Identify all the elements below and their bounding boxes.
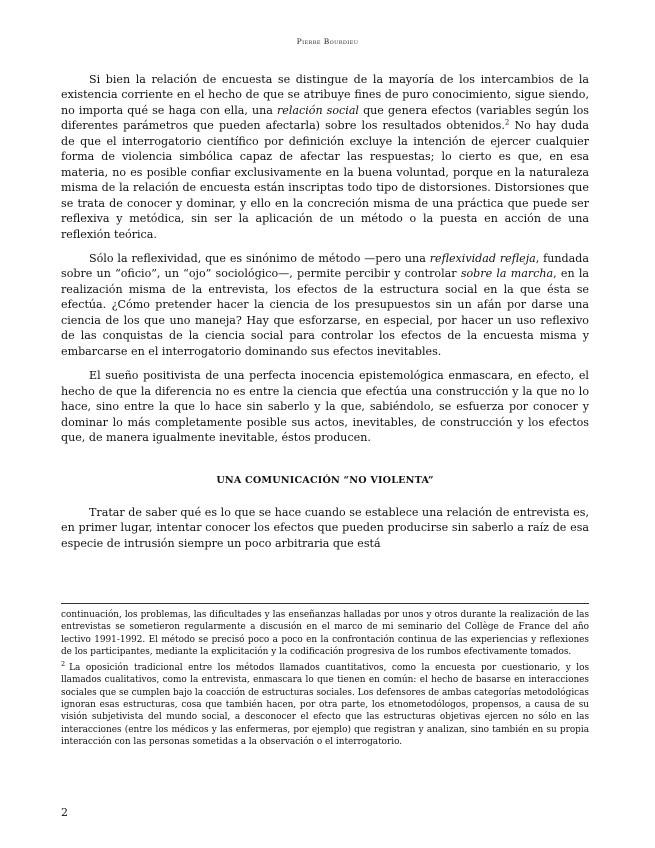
main-text (61, 72, 589, 560)
p2-text-c: , en la realización misma de la entrevista, los efectos de la estructura social en la que ésta se efectúa. ¿Cómo pretender hacer la ciencia de los presupuestos sin un afán por darse una ciencia de los que uno maneja? Hay que esforzarse, en especial, por hacer un uso reflexivo de las conquistas de la ciencia social para controlar los efectos de la encuesta misma y embarcarse en el interrogatorio dominando sus efectos inevitables. (61, 267, 590, 358)
p2-emphasis-1: reflexividad refleja (429, 251, 536, 265)
p1-emphasis: relación social (276, 103, 359, 117)
running-header: Pierre Bourdieu (296, 37, 359, 46)
p1-text-a: Si bien la relación de encuesta se distingue de la mayoría de los intercambios de la existencia corriente en el hecho de que se atribuye fines de puro conocimiento, sigue siendo, no importa qué se haga con ella, una (61, 73, 589, 117)
footnote-2-text: La oposición tradicional entre los métodos llamados cuantitativos, como la encuesta por cuestionario, y los llamados cualitativos, como la entrevista, enmascara lo que tienen en común: el hecho de basarse en interacciones sociales que se cumplen bajo la coacción de estructuras sociales. Los defensores de ambas categorías metodológicas ignoran esas estructuras, cosa que también hacen, por otra parte, los etnometodólogos, propensos, a causa de su visión subjetivista del mundo social, a desconocer el efecto que las estructuras objetivas ejercen no sólo en las interacciones (entre los médicos y las enfermeras, por ejemplo) que registran y analizan, sino también en su propia interacción con las personas sometidas a la observación o el interrogatorio. (61, 663, 589, 747)
footnote-ref-2[interactable]: 2 (504, 118, 510, 127)
p2-text-b: , fundada sobre un “oficio”, un “ojo” sociológico—, permite percibir y controlar (61, 251, 589, 281)
p1-text-b: que genera efectos (variables según los diferentes parámetros que pueden afectarla) sobre los resultados obtenidos. (61, 103, 590, 133)
paragraph-3: El sueño positivista de una perfecta inocencia epistemológica enmascara, en efecto, el hecho de que la diferencia no es entre la ciencia que efectúa una construcción y la que no lo hace, sino entre la que lo hace sin saberlo y la que, sabiéndolo, se esfuerza por conocer y dominar lo más completamente posible sus actos, inevitables, de construcción y los efectos que, de manera igualmente inevitable, éstos producen. (61, 369, 589, 444)
page-number: 2 (61, 806, 68, 819)
paragraph-4: Tratar de saber qué es lo que se hace cuando se establece una relación de entrevista es, en primer lugar, intentar conocer los efectos que pueden producirse sin saberlo a raíz de esa especie de intrusión siempre un poco arbitraria que está (61, 505, 589, 550)
paragraph-1 (61, 72, 589, 242)
footnotes (61, 603, 589, 748)
paragraph-2 (61, 251, 589, 359)
p2-text-a: Sólo la reflexividad, que es sinónimo de método —pero una (89, 251, 430, 265)
footnote-2-number: 2 (61, 660, 66, 669)
footnote-2 (61, 658, 589, 748)
section-heading: UNA COMUNICACIÓN “NO VIOLENTA” (216, 475, 434, 487)
footnote-continued: continuación, los problemas, las dificultades y las enseñanzas halladas por unos y otros durante la realización de las entrevistas se sometieron regularmente a discusión en el marco de mi seminario del Collège de France del año lectivo 1991-1992. El método se precisó poco a poco en la confrontación continua de las experiencias y reflexiones de los participantes, mediante la explicitación y la codificación progresiva de los rumbos efectivamente tomados. (61, 610, 589, 657)
p2-emphasis-2: sobre la marcha (460, 267, 554, 281)
p1-text-c: No hay duda de que el interrogatorio científico por definición excluye la intención de ejercer cualquier forma de violencia simbólica capaz de afectar las respuestas; lo cierto es que, en esa materia, no es posible confiar exclusivamente en la buena voluntad, porque en la naturaleza misma de la relación de encuesta están inscriptas todo tipo de distorsiones. Distorsiones que se trata de conocer y dominar, y ello en la concreción misma de una práctica que puede ser reflexiva y metódica, sin ser la aplicación de un método o la puesta en acción de una reflexión teórica. (61, 119, 589, 241)
